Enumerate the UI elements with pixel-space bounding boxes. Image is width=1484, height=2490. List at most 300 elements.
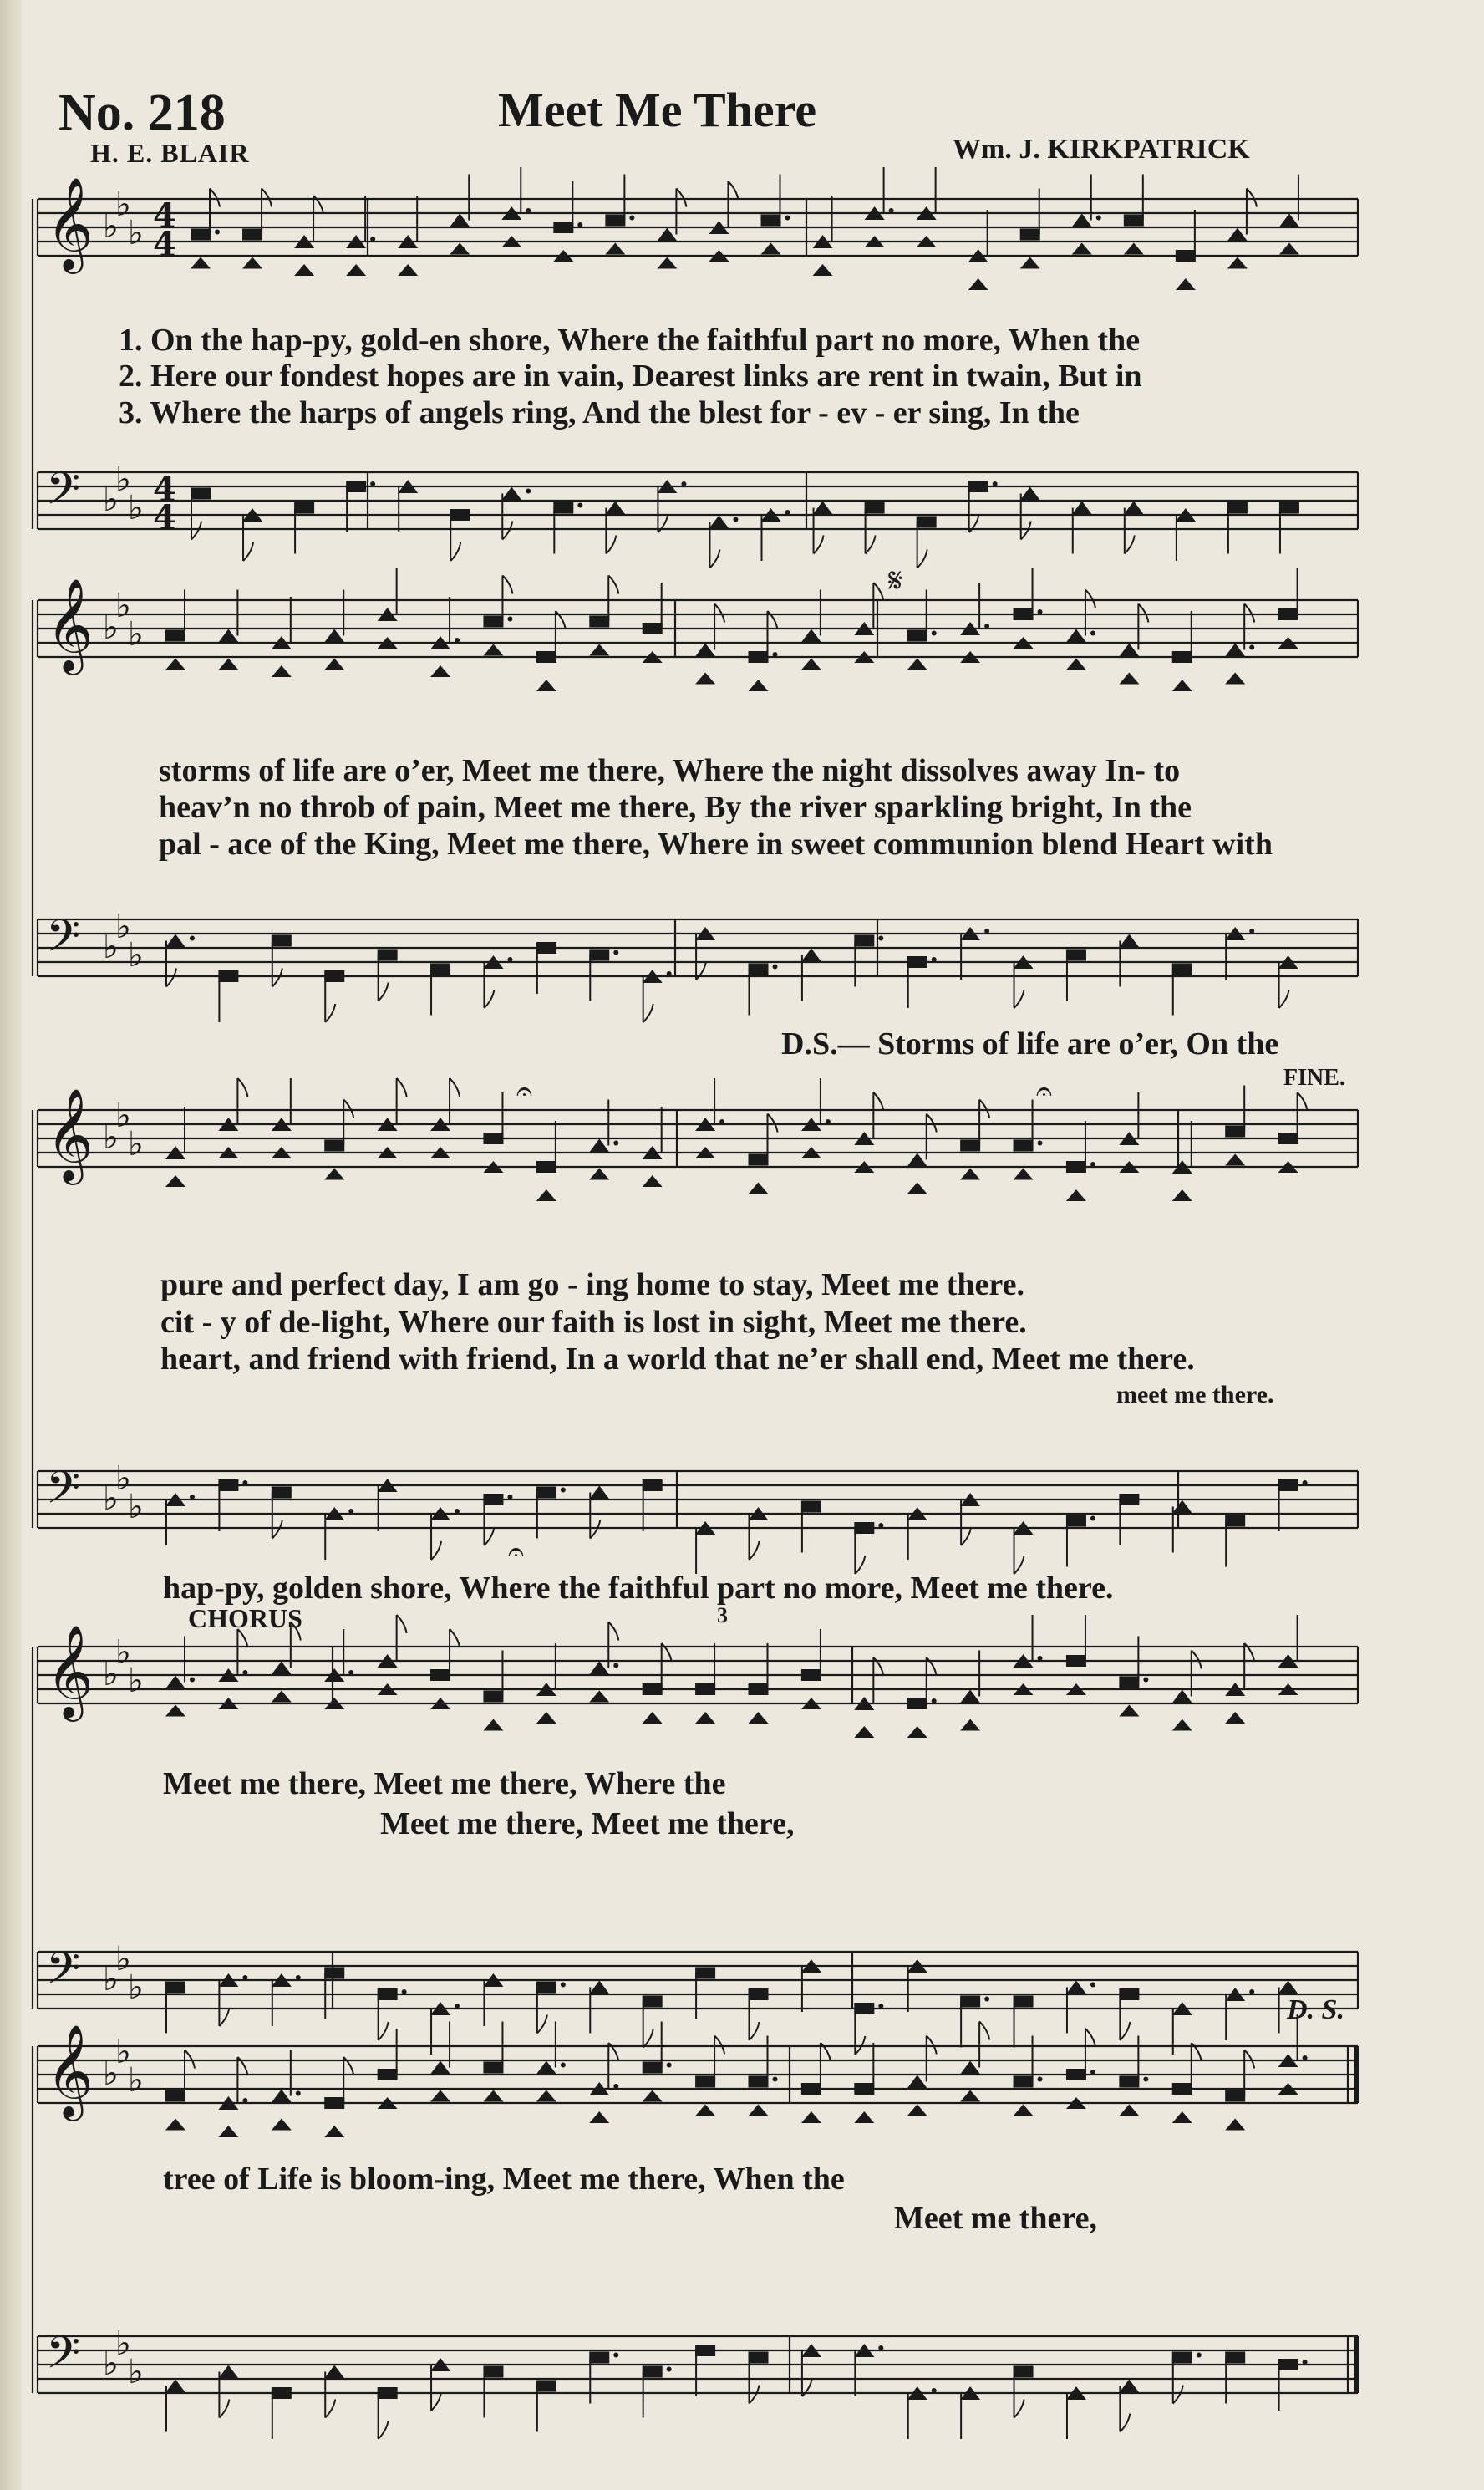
note-flag <box>961 1527 971 1545</box>
note-flag <box>1279 990 1289 1008</box>
dot <box>613 2353 618 2358</box>
shape-note-head <box>1225 2119 1245 2131</box>
shape-note-head <box>960 1719 980 1731</box>
dot <box>932 957 937 962</box>
note-flag <box>917 550 928 568</box>
dot <box>190 1678 195 1683</box>
shape-note-head <box>1119 644 1139 657</box>
ds-text-line: D.S.— Storms of life are o’er, On the <box>781 1026 1279 1062</box>
note-flag <box>1021 522 1031 540</box>
fermata-icon: 𝄐 <box>516 1075 532 1108</box>
flat-icon: ♭ <box>103 1118 119 1157</box>
shape-note-head <box>801 1501 821 1513</box>
shape-note-head <box>643 623 663 634</box>
fine-mark: FINE. <box>1283 1065 1345 1091</box>
note-flag <box>1085 590 1095 608</box>
note-flag <box>237 1078 247 1097</box>
note-flag <box>185 2050 195 2069</box>
shape-note-head <box>536 2090 556 2102</box>
note-flag <box>450 1078 460 1097</box>
note-flag <box>1120 2414 1130 2432</box>
shape-note-head <box>1066 1189 1086 1201</box>
shape-note-head <box>1172 2352 1192 2364</box>
shape-note-head <box>960 2090 980 2102</box>
shape-note-head <box>1176 250 1196 262</box>
shape-note-head <box>450 214 470 227</box>
shape-note-head <box>1066 659 1086 670</box>
shape-note-head <box>398 264 418 276</box>
shape-note-head <box>165 934 186 948</box>
shape-note-head <box>960 2061 980 2075</box>
flat-icon: ♭ <box>103 1479 119 1518</box>
note-flag <box>397 1615 407 1633</box>
note-flag <box>1247 189 1257 207</box>
shape-note-head <box>483 1691 503 1703</box>
flat-icon: ♭ <box>103 2345 119 2383</box>
shape-note-head <box>589 1169 609 1180</box>
dot <box>242 2098 247 2103</box>
note-flag <box>450 1629 460 1647</box>
system1-verse2: 2. Here our fondest hopes are in vain, Dearest links are rent in twain, But in <box>119 359 1142 394</box>
note-flag <box>927 1114 937 1133</box>
shape-note-head <box>1172 2083 1192 2095</box>
shape-note-head <box>324 2365 344 2379</box>
note-flag <box>379 2421 389 2439</box>
note-flag <box>1298 1092 1308 1111</box>
shape-note-head <box>1176 278 1196 290</box>
shape-note-head <box>1066 1655 1086 1667</box>
shape-note-head <box>1014 2076 1034 2088</box>
note-flag <box>325 2400 335 2418</box>
shape-note-head <box>483 644 503 656</box>
shape-note-head <box>801 949 821 962</box>
system1-verse3: 3. Where the harps of angels ring, And the blest for - ev - er sing, In the <box>119 395 1080 430</box>
note-flag <box>873 1092 883 1111</box>
flat-icon: ♭ <box>103 608 119 647</box>
shape-note-head <box>272 1662 292 1675</box>
flat-icon: ♭ <box>128 1968 144 2007</box>
shape-note-head <box>749 2105 769 2116</box>
shape-note-head <box>643 1996 663 2008</box>
shape-note-head <box>749 2076 769 2088</box>
shape-note-head <box>1020 229 1040 241</box>
flat-icon: ♭ <box>115 461 131 499</box>
shape-note-head <box>854 2003 874 2014</box>
shape-note-head <box>272 1487 292 1499</box>
dot <box>242 1975 247 1980</box>
shape-note-head <box>1072 502 1092 515</box>
shape-note-head <box>589 950 609 961</box>
shape-note-head <box>191 229 211 241</box>
ds-mark: D. S. <box>1287 1994 1344 2025</box>
shape-note-head <box>346 481 366 492</box>
shape-note-head <box>907 659 928 670</box>
note-flag <box>219 2008 229 2026</box>
shape-note-head <box>165 1982 186 1994</box>
shape-note-head <box>430 665 450 677</box>
shape-note-head <box>346 264 366 276</box>
shape-note-head <box>749 680 769 691</box>
dot <box>526 208 531 213</box>
shape-note-head <box>907 956 928 968</box>
note-flag <box>1173 2386 1183 2404</box>
note-flag <box>866 536 876 554</box>
shape-note-head <box>1279 502 1299 514</box>
dot <box>878 2004 883 2009</box>
note-flag <box>431 1541 441 1560</box>
shape-note-head <box>450 509 470 521</box>
time-signature-bottom: 4 <box>153 498 176 537</box>
dot <box>984 1997 989 2002</box>
note-flag <box>166 969 176 987</box>
note-flag <box>1138 604 1148 623</box>
shape-note-head <box>378 950 398 961</box>
shape-note-head <box>1172 1500 1192 1514</box>
note-flag <box>1085 2029 1095 2047</box>
shape-note-head <box>1279 214 1299 227</box>
shape-note-head <box>854 1726 874 1738</box>
flat-icon: ♭ <box>115 2325 131 2363</box>
shape-note-head <box>1119 1988 1139 2000</box>
shape-note-head <box>450 243 470 255</box>
dot <box>613 1141 618 1146</box>
note-flag <box>643 1004 653 1022</box>
shape-note-head <box>695 2345 715 2356</box>
shape-note-head <box>960 1996 980 2008</box>
system2-verse3: pal - ace of the King, Meet me there, Where in sweet communion blend Heart with <box>159 827 1273 862</box>
final-barline-thick <box>1354 2046 1359 2103</box>
dot <box>1249 929 1254 934</box>
bass-clef-icon: 𝄢 <box>46 1463 81 1525</box>
shape-note-head <box>1278 1133 1298 1144</box>
shape-note-head <box>324 2126 344 2137</box>
shape-note-head <box>1227 228 1248 242</box>
shape-note-head <box>1119 2380 1139 2393</box>
note-flag <box>608 576 618 594</box>
shape-note-head <box>430 964 450 975</box>
dot <box>681 481 686 486</box>
shape-note-head <box>589 1139 609 1153</box>
treble-clef-icon: 𝄞 <box>46 1624 94 1718</box>
note-flag <box>243 542 253 561</box>
shape-note-head <box>191 257 211 269</box>
flat-icon: ♭ <box>115 587 131 625</box>
note-flag <box>484 990 494 1008</box>
shape-note-head <box>1225 673 1245 685</box>
shape-note-head <box>605 243 625 255</box>
flat-icon: ♭ <box>103 481 119 519</box>
shape-note-head <box>483 1494 503 1505</box>
shape-note-head <box>218 629 238 643</box>
dot <box>402 1989 407 1994</box>
flat-icon: ♭ <box>128 489 144 527</box>
shape-note-head <box>749 1712 769 1724</box>
note-flag <box>502 522 512 540</box>
shape-note-head <box>218 2365 238 2379</box>
flat-icon: ♭ <box>128 1662 144 1700</box>
dot <box>773 965 778 970</box>
shape-note-head <box>749 1154 769 1166</box>
note-flag <box>262 189 272 207</box>
final-barline-thick <box>1354 2336 1359 2393</box>
note-flag <box>325 1004 335 1022</box>
shape-note-head <box>1225 1154 1245 1166</box>
dot <box>629 216 634 221</box>
shape-note-head <box>272 2387 292 2399</box>
dot <box>507 617 512 622</box>
dot <box>719 1119 724 1124</box>
dot <box>932 2388 937 2393</box>
shape-note-head <box>378 2069 398 2080</box>
time-signature-top: 4 <box>153 196 176 236</box>
bass-clef-icon: 𝄢 <box>46 911 81 973</box>
dot <box>455 2004 460 2009</box>
shape-note-head <box>1020 487 1040 501</box>
shape-note-head <box>907 1183 928 1194</box>
note-flag <box>979 1100 989 1118</box>
shape-note-head <box>589 2352 609 2364</box>
dot <box>455 638 460 643</box>
shape-note-head <box>801 629 821 643</box>
ds-refrain-lyric: hap-py, golden shore, Where the faithful part no more, Meet me there. <box>163 1571 1114 1606</box>
shape-note-head <box>272 2119 292 2131</box>
note-flag <box>484 1527 494 1545</box>
note-flag <box>728 181 738 200</box>
shape-note-head <box>1072 214 1092 227</box>
dot <box>242 1670 247 1675</box>
shape-note-head <box>324 1169 344 1180</box>
shape-note-head <box>1066 1981 1086 1994</box>
dot <box>785 216 790 221</box>
shape-note-head <box>1225 2352 1245 2364</box>
shape-note-head <box>294 264 314 276</box>
shape-note-head <box>536 1189 556 1201</box>
shape-note-head <box>378 1988 398 2000</box>
shape-note-head <box>643 2090 663 2102</box>
dot <box>785 510 790 515</box>
note-flag <box>1120 2022 1130 2040</box>
shape-note-head <box>968 278 988 290</box>
shape-note-head <box>1278 1981 1298 1994</box>
shape-note-head <box>1119 673 1139 685</box>
flat-icon: ♭ <box>103 207 119 246</box>
shape-note-head <box>907 1726 928 1738</box>
shape-note-head <box>1066 1161 1086 1173</box>
fermata-icon: 𝄐 <box>508 1535 524 1569</box>
shape-note-head <box>854 935 874 947</box>
hymn-number: No. 218 <box>58 84 226 141</box>
system3-verse3: heart, and friend with friend, In a world that ne’er shall end, Meet me there. <box>160 1342 1195 1377</box>
shape-note-head <box>589 644 609 656</box>
note-flag <box>219 2400 229 2418</box>
shape-note-head <box>907 2105 928 2116</box>
shape-note-head <box>1119 2105 1139 2116</box>
dot <box>1096 216 1101 221</box>
system2-verse2: heav’n no throb of pain, Meet me there, By the river sparkling bright, In the <box>159 790 1192 825</box>
note-flag <box>450 542 460 561</box>
shape-note-head <box>643 1175 663 1187</box>
treble-clef-icon: 𝄞 <box>46 176 94 270</box>
shape-note-head <box>324 1140 344 1152</box>
dot <box>561 1983 566 1988</box>
note-flag <box>709 550 719 568</box>
shape-note-head <box>218 1479 238 1491</box>
shape-note-head <box>1119 2076 1139 2088</box>
dot <box>1038 2077 1043 2082</box>
shape-note-head <box>1119 1677 1139 1688</box>
flat-icon: ♭ <box>115 1459 131 1498</box>
shape-note-head <box>536 1487 556 1499</box>
flat-icon: ♭ <box>128 2353 144 2391</box>
dot <box>667 971 672 976</box>
dot <box>984 624 989 629</box>
shape-note-head <box>324 1968 344 1979</box>
composer-credit: Wm. J. KIRKPATRICK <box>953 134 1250 165</box>
shape-note-head <box>907 630 928 642</box>
shape-note-head <box>165 1676 186 1689</box>
dot <box>370 237 375 242</box>
note-flag <box>814 536 824 554</box>
shape-note-head <box>165 2119 186 2131</box>
chorus-alto-lyric: Meet me there, Meet me there, <box>380 1806 795 1841</box>
dot <box>190 936 195 941</box>
shape-note-head <box>589 1691 609 1703</box>
lyricist-credit: H. E. BLAIR <box>90 138 250 168</box>
shape-note-head <box>324 2097 344 2109</box>
note-flag <box>1125 536 1135 554</box>
shape-note-head <box>695 2076 715 2088</box>
shape-note-head <box>657 257 677 269</box>
shape-note-head <box>1014 1169 1034 1180</box>
note-flag <box>1014 990 1024 1008</box>
shape-note-head <box>695 2105 715 2116</box>
shape-note-head <box>483 2366 503 2378</box>
note-flag <box>272 969 282 987</box>
shape-note-head <box>1225 1515 1245 1527</box>
shape-note-head <box>589 616 609 628</box>
dot <box>889 208 894 213</box>
shape-note-head <box>1014 2366 1034 2378</box>
note-flag <box>608 1622 618 1641</box>
treble-clef-icon: 𝄞 <box>46 578 94 671</box>
shape-note-head <box>165 2090 186 2102</box>
shape-note-head <box>960 1690 980 1703</box>
hymn-title: Meet Me There <box>498 83 817 137</box>
shape-note-head <box>749 1683 769 1695</box>
dot <box>348 1509 353 1514</box>
shape-note-head <box>907 1153 928 1167</box>
shape-note-head <box>1227 257 1248 269</box>
bass-clef-icon: 𝄢 <box>46 464 81 526</box>
shape-note-head <box>1066 2069 1086 2080</box>
note-flag <box>676 189 686 207</box>
dot <box>1303 2055 1308 2060</box>
system3-verse1: pure and perfect day, I am go - ing home to stay, Meet me there. <box>160 1267 1024 1302</box>
shape-note-head <box>1124 215 1144 227</box>
note-flag <box>750 1541 760 1560</box>
dot <box>1038 1656 1043 1661</box>
shape-note-head <box>1279 243 1299 255</box>
dot <box>613 2084 618 2089</box>
dot <box>296 1975 301 1980</box>
note-flag <box>397 1078 407 1097</box>
note-flag <box>272 1520 282 1539</box>
dot <box>1249 645 1254 650</box>
shape-note-head <box>1278 608 1298 620</box>
dot <box>733 517 738 522</box>
shape-note-head <box>553 222 573 233</box>
shape-note-head <box>272 1691 292 1703</box>
note-flag <box>979 2022 989 2040</box>
dot <box>215 230 220 235</box>
shape-note-head <box>483 616 503 628</box>
shape-note-head <box>813 264 833 276</box>
shape-note-head <box>218 659 238 670</box>
dot <box>932 631 937 636</box>
dot <box>577 503 582 508</box>
shape-note-head <box>749 1183 769 1194</box>
dot <box>878 936 883 941</box>
shape-note-head <box>1014 608 1034 620</box>
shape-note-head <box>242 229 262 241</box>
dot <box>1038 1141 1043 1146</box>
shape-note-head <box>1278 1479 1298 1491</box>
system5-alto-lyric: Meet me there, <box>894 2201 1097 2236</box>
shape-note-head <box>1227 502 1248 514</box>
shape-note-head <box>1172 1719 1192 1731</box>
shape-note-head <box>191 488 211 500</box>
time-signature-top: 4 <box>153 470 176 509</box>
shape-note-head <box>378 2387 398 2399</box>
dot <box>370 481 375 486</box>
shape-note-head <box>536 2381 556 2392</box>
system5-soprano-lyric: tree of Life is bloom-ing, Meet me there, When the <box>163 2162 845 2197</box>
shape-note-head <box>749 1988 769 2000</box>
shape-note-head <box>1014 1996 1034 2008</box>
shape-note-head <box>695 1968 715 1979</box>
shape-note-head <box>1014 1140 1034 1152</box>
shape-note-head <box>324 659 344 670</box>
shape-note-head <box>165 1705 186 1717</box>
shape-note-head <box>483 2062 503 2074</box>
shape-note-head <box>1119 1494 1139 1505</box>
shape-note-head <box>801 2111 821 2123</box>
note-flag <box>714 604 724 623</box>
note-flag <box>379 983 389 1001</box>
shape-note-head <box>709 516 729 529</box>
shape-note-head <box>165 630 186 642</box>
shape-note-head <box>1066 629 1086 643</box>
shape-note-head <box>1020 257 1040 269</box>
triplet-mark: 3 <box>717 1603 728 1627</box>
flat-icon: ♭ <box>115 186 131 224</box>
note-flag <box>1192 1651 1202 1669</box>
shape-note-head <box>854 2083 874 2095</box>
shape-note-head <box>165 2380 186 2393</box>
shape-note-head <box>1119 1705 1139 1717</box>
shape-note-head <box>854 2111 874 2123</box>
segno-icon: 𝄋 <box>888 562 903 600</box>
note-flag <box>750 2022 760 2040</box>
shape-note-head <box>643 1683 663 1695</box>
shape-note-head <box>430 2090 450 2102</box>
shape-note-head <box>1124 502 1144 515</box>
shape-note-head <box>695 673 715 685</box>
dot <box>526 489 531 494</box>
note-flag <box>1244 2050 1254 2069</box>
shape-note-head <box>1172 1690 1192 1703</box>
note-flag <box>927 2036 937 2055</box>
